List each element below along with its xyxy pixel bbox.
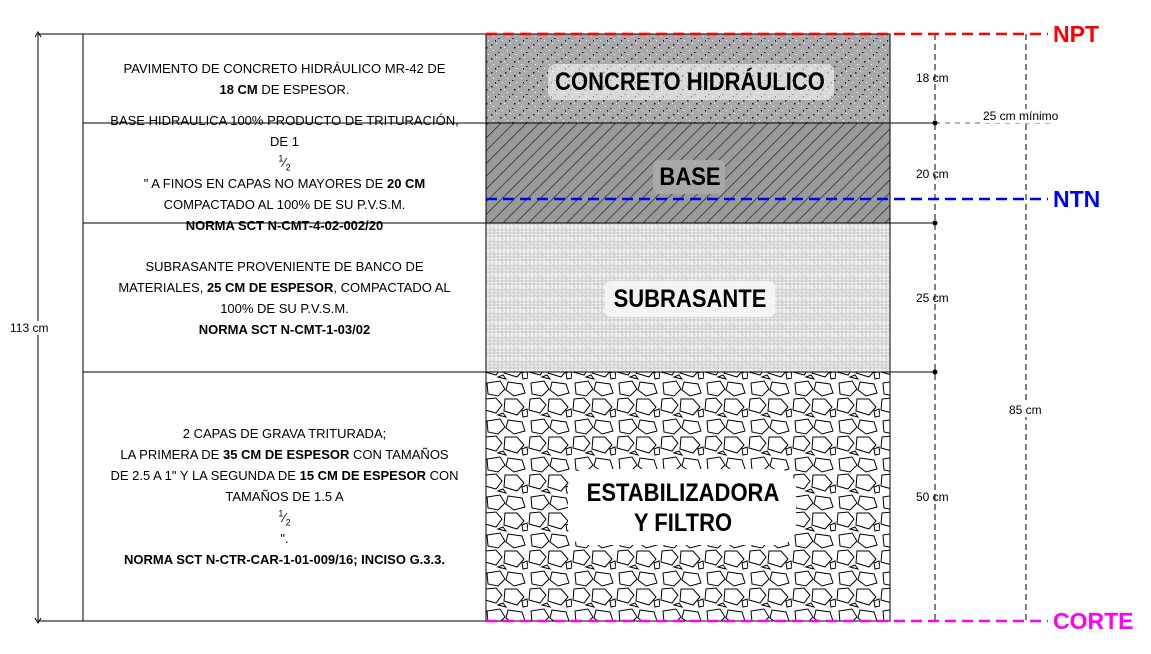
concrete-title: CONCRETO HIDRÁULICO bbox=[555, 68, 825, 96]
gravel-desc-line2-pre: LA PRIMERA DE bbox=[120, 447, 223, 462]
base-desc-line2-pre: DE 1 bbox=[270, 134, 299, 149]
minimum-dimension: 25 cm mínimo bbox=[983, 109, 1059, 123]
base-desc-line1: BASE HIDRAULICA 100% PRODUCTO DE TRITURACIÓN, bbox=[110, 113, 459, 128]
gravel-fraction-den: 2 bbox=[285, 517, 291, 528]
subgrade-desc-line2-pre: MATERIALES, bbox=[118, 279, 207, 295]
base-norma: NORMA SCT N-CMT-4-02-002/20 bbox=[185, 218, 384, 233]
subgrade-desc-line2-bold: 25 CM DE ESPESOR bbox=[206, 279, 334, 295]
gravel-desc-line3-bold: 15 CM DE ESPESOR bbox=[299, 468, 427, 483]
gravel-fraction-num: 1 bbox=[278, 508, 284, 519]
subgrade-description bbox=[84, 223, 485, 372]
gravel-title-line1: ESTABILIZADORA bbox=[586, 479, 780, 507]
gravel-desc-line2-bold: 35 CM DE ESPESOR bbox=[222, 447, 350, 462]
concrete-desc-line1: PAVIMENTO DE CONCRETO HIDRÁULICO MR-42 DE bbox=[123, 60, 446, 76]
ntn-label: NTN bbox=[1053, 186, 1101, 212]
base-title: BASE bbox=[659, 163, 721, 191]
gravel-desc-line3 bbox=[110, 465, 458, 486]
subgrade-desc-line2 bbox=[118, 277, 450, 298]
subgrade-desc-line1: SUBRASANTE PROVENIENTE DE BANCO DE bbox=[145, 258, 424, 274]
corte-label: CORTE bbox=[1053, 608, 1134, 634]
gravel-thickness: 50 cm bbox=[916, 490, 949, 504]
base-thickness: 20 cm bbox=[916, 167, 949, 181]
base-fraction: $^1⁄_2$ bbox=[278, 153, 291, 173]
gravel-desc-line4-post: ". bbox=[280, 531, 289, 546]
base-description bbox=[84, 113, 485, 233]
base-desc-line2-bold: 20 CM bbox=[386, 176, 426, 191]
base-desc-line3: COMPACTADO AL 100% DE SU P.V.S.M. bbox=[163, 197, 406, 212]
gravel-desc-line2-post: CON TAMAÑOS bbox=[349, 447, 449, 462]
subgrade-desc-line2-post: , COMPACTADO AL bbox=[333, 279, 451, 295]
base-fraction-den: 2 bbox=[285, 162, 291, 173]
base-desc-line2-mid: " A FINOS EN CAPAS NO MAYORES DE bbox=[143, 176, 387, 191]
gravel-desc-line3-post: CON bbox=[426, 468, 459, 483]
gravel-desc-line4 bbox=[225, 486, 343, 549]
subgrade-norma: NORMA SCT N-CMT-1-03/02 bbox=[198, 321, 371, 337]
gravel-title-line2: Y FILTRO bbox=[633, 509, 733, 537]
npt-label: NPT bbox=[1053, 21, 1099, 47]
concrete-thickness: 18 cm bbox=[916, 71, 949, 85]
gravel-desc-line2 bbox=[120, 444, 448, 465]
subgrade-thickness: 25 cm bbox=[916, 291, 949, 305]
total-thickness: 113 cm bbox=[10, 321, 49, 335]
subgrade-desc-line3: 100% DE SU P.V.S.M. bbox=[220, 300, 349, 316]
concrete-thickness-bold: 18 CM bbox=[219, 81, 258, 97]
gravel-desc-line1: 2 CAPAS DE GRAVA TRITURADA; bbox=[182, 426, 387, 441]
gravel-description bbox=[84, 372, 485, 621]
gravel-norma: NORMA SCT N-CTR-CAR-1-01-009/16; INCISO G.3.3. bbox=[124, 552, 445, 567]
base-fraction-num: 1 bbox=[278, 153, 284, 164]
subgrade-title: SUBRASANTE bbox=[613, 285, 767, 313]
gravel-fraction: $^1⁄_2$ bbox=[278, 508, 291, 528]
gravel-desc-line3-pre: DE 2.5 A 1" Y LA SEGUNDA DE bbox=[110, 468, 300, 483]
base-desc-line2 bbox=[144, 131, 426, 194]
concrete-desc-line2 bbox=[219, 79, 349, 100]
concrete-desc-line2-rest: DE ESPESOR. bbox=[257, 81, 350, 97]
gravel-desc-line4-pre: TAMAÑOS DE 1.5 A bbox=[225, 489, 344, 504]
right-total-dimension: 85 cm bbox=[1009, 403, 1042, 417]
